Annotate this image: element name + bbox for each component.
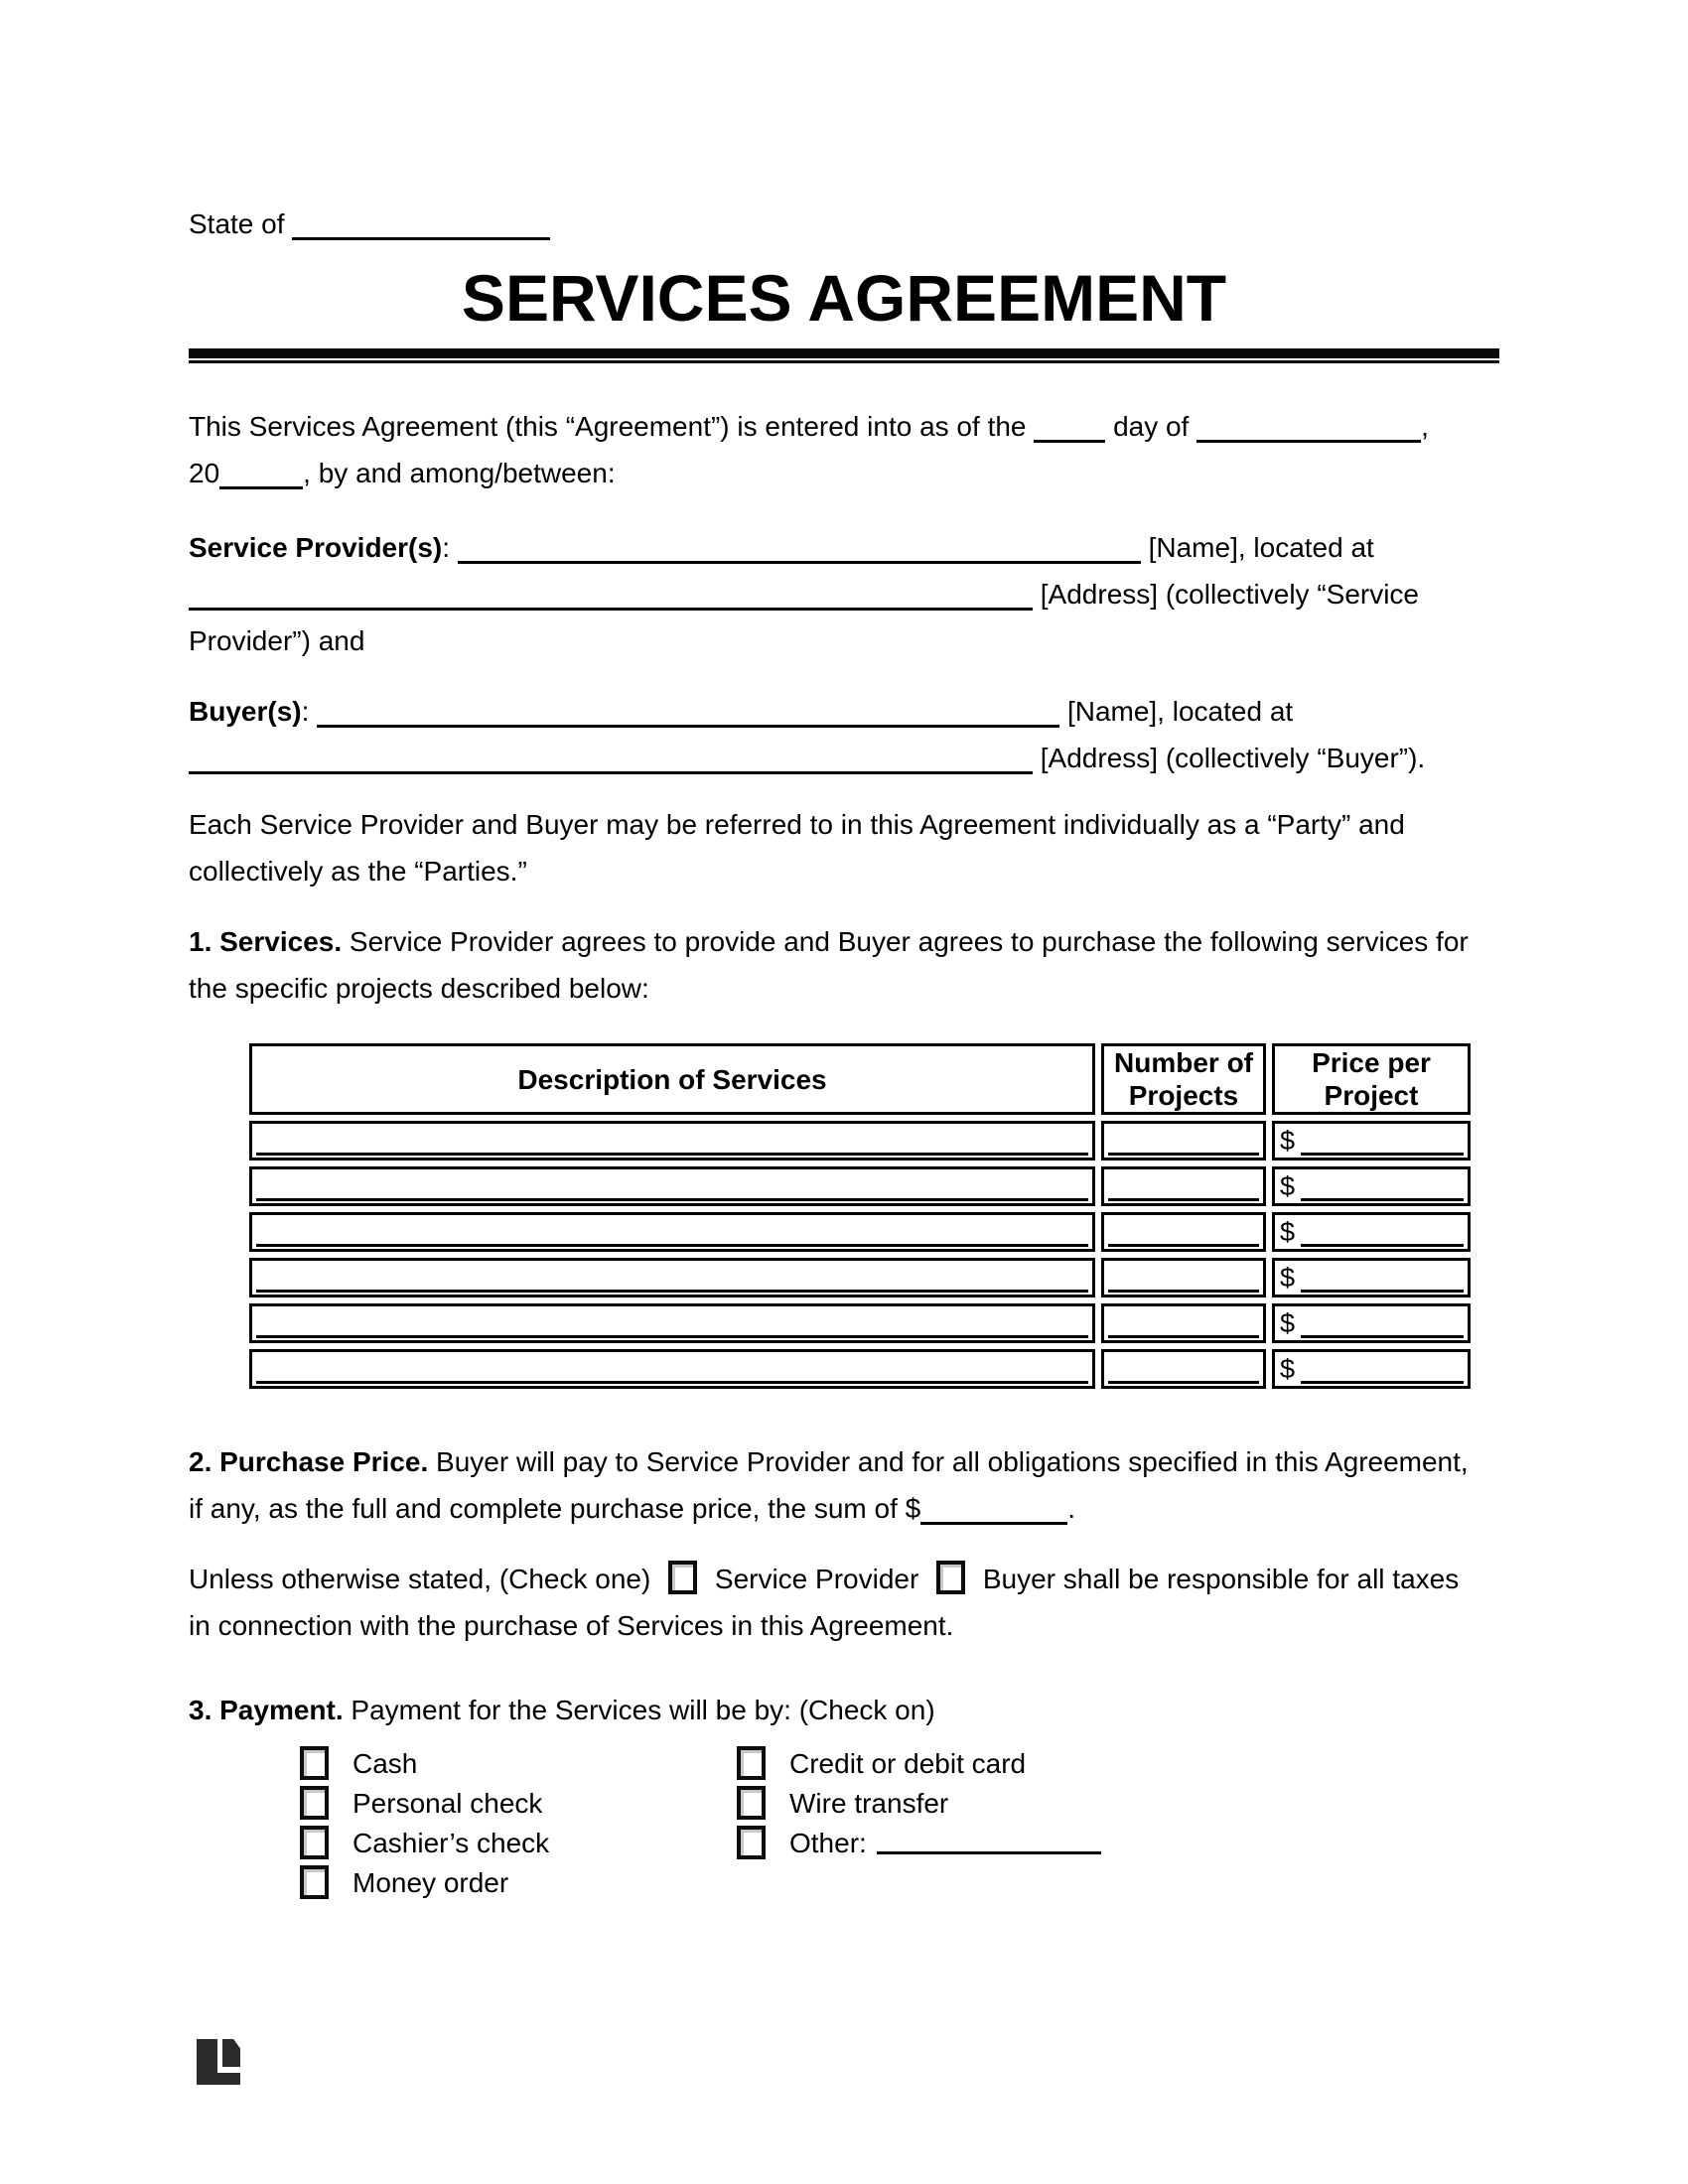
- projects-cell: [1101, 1349, 1266, 1389]
- payment-option-label: Personal check: [352, 1787, 543, 1819]
- price-blank-field[interactable]: [1301, 1244, 1464, 1247]
- description-cell: [249, 1349, 1095, 1389]
- table-header-number-of-projects: Number of Projects: [1101, 1043, 1266, 1115]
- address-placeholder-text: [Address] (collectively “Buyer”).: [1040, 743, 1426, 773]
- projects-blank-field[interactable]: [1108, 1290, 1259, 1293]
- year-blank-field[interactable]: [219, 467, 303, 489]
- dollar-sign: $: [1280, 1263, 1296, 1293]
- payment-option-label: Credit or debit card: [789, 1747, 1027, 1779]
- description-cell: [249, 1303, 1095, 1343]
- description-blank-field[interactable]: [256, 1198, 1088, 1201]
- description-blank-field[interactable]: [256, 1244, 1088, 1247]
- section-2-text: Buyer will pay to Service Provider and for all obligations specified in this Agreement,: [436, 1446, 1469, 1477]
- tax-option-service-provider-label: Service Provider: [714, 1564, 919, 1594]
- description-blank-field[interactable]: [256, 1290, 1088, 1293]
- price-blank-field[interactable]: [1301, 1153, 1464, 1156]
- table-row: [249, 1212, 1471, 1252]
- table-row: [249, 1349, 1471, 1389]
- tax-lead-text: Unless otherwise stated, (Check one): [189, 1564, 651, 1594]
- table-row: [249, 1258, 1471, 1297]
- service-provider-line-2: [189, 571, 1499, 617]
- name-placeholder-text: [Name], located at: [1148, 532, 1374, 563]
- other-blank-field[interactable]: [877, 1832, 1101, 1854]
- intro-text: ,: [1421, 411, 1429, 442]
- intro-text: day of: [1113, 411, 1190, 442]
- service-provider-label: Service Provider(s): [189, 532, 443, 563]
- projects-blank-field[interactable]: [1108, 1244, 1259, 1247]
- projects-blank-field[interactable]: [1108, 1381, 1259, 1384]
- description-blank-field[interactable]: [256, 1153, 1088, 1156]
- payment-option-label: Wire transfer: [789, 1787, 949, 1819]
- price-blank-field[interactable]: [1301, 1335, 1464, 1338]
- section-3-text: Payment for the Services will be by: (Check on): [351, 1695, 935, 1725]
- tax-line-2: in connection with the purchase of Services in this Agreement.: [189, 1610, 954, 1641]
- payment-options-left-column: [300, 1743, 737, 1902]
- section-2-purchase-price: [189, 1438, 1499, 1532]
- projects-cell: [1101, 1303, 1266, 1343]
- payment-option-credit-debit: [737, 1743, 1101, 1783]
- dollar-sign: $: [1280, 1126, 1296, 1156]
- table-row: [249, 1303, 1471, 1343]
- payment-options-list: [189, 1743, 1499, 1902]
- table-header-row: [249, 1043, 1471, 1115]
- dollar-sign: $: [1280, 1354, 1296, 1384]
- checkbox-wire-transfer[interactable]: [737, 1786, 766, 1820]
- tax-responsibility-paragraph: [189, 1556, 1499, 1649]
- price-cell: [1272, 1303, 1471, 1343]
- payment-option-label: Other:: [789, 1827, 867, 1858]
- buyer-line-1: [189, 688, 1499, 735]
- checkbox-cash[interactable]: [300, 1746, 329, 1780]
- checkbox-personal-check[interactable]: [300, 1786, 329, 1820]
- checkbox-credit-debit-card[interactable]: [737, 1746, 766, 1780]
- payment-option-cashiers-check: [300, 1823, 737, 1862]
- projects-blank-field[interactable]: [1108, 1198, 1259, 1201]
- section-1-heading: 1. Services.: [189, 926, 343, 957]
- buyer-name-field[interactable]: [317, 705, 1059, 728]
- intro-text: , by and among/between:: [303, 458, 616, 488]
- name-placeholder-text: [Name], located at: [1066, 696, 1294, 727]
- service-provider-line-1: [189, 524, 1499, 571]
- checkbox-money-order[interactable]: [300, 1865, 329, 1899]
- projects-cell: [1101, 1166, 1266, 1206]
- section-2-line-2: [189, 1485, 1499, 1532]
- parties-note-paragraph: [189, 801, 1499, 894]
- buyer-address-field[interactable]: [189, 751, 1033, 774]
- tax-option-buyer-label: Buyer shall be responsible for all taxes: [982, 1564, 1460, 1594]
- payment-option-wire-transfer: [737, 1783, 1101, 1823]
- intro-text: 20: [189, 458, 220, 488]
- address-placeholder-text: [Address] (collectively “Service: [1040, 579, 1420, 610]
- projects-blank-field[interactable]: [1108, 1153, 1259, 1156]
- service-provider-paragraph: [189, 524, 1499, 664]
- buyer-line-2: [189, 735, 1499, 781]
- parties-note-line-1: Each Service Provider and Buyer may be referred to in this Agreement individually as a “Party” and: [189, 809, 1405, 840]
- intro-text: This Services Agreement (this “Agreement”) is entered into as of the: [189, 411, 1027, 442]
- description-cell: [249, 1166, 1095, 1206]
- payment-option-cash: [300, 1743, 737, 1783]
- month-blank-field[interactable]: [1196, 420, 1421, 443]
- table-row: [249, 1166, 1471, 1206]
- payment-option-label: Money order: [352, 1866, 509, 1898]
- payment-option-label: Cashier’s check: [352, 1827, 550, 1858]
- checkbox-service-provider[interactable]: [668, 1561, 697, 1594]
- intro-paragraph: [189, 403, 1499, 496]
- dollar-sign: $: [1280, 1217, 1296, 1247]
- payment-option-other: [737, 1823, 1101, 1862]
- purchase-price-blank-field[interactable]: [920, 1502, 1067, 1525]
- price-cell: [1272, 1121, 1471, 1160]
- colon: :: [442, 532, 451, 563]
- price-cell: [1272, 1349, 1471, 1389]
- description-blank-field[interactable]: [256, 1335, 1088, 1338]
- price-cell: [1272, 1212, 1471, 1252]
- service-provider-line-3: Provider”) and: [189, 625, 365, 656]
- parties-note-line-2: collectively as the “Parties.”: [189, 856, 527, 887]
- payment-options-right-column: [737, 1743, 1101, 1902]
- services-table: [243, 1037, 1477, 1395]
- payment-option-money-order: [300, 1862, 737, 1902]
- state-blank-field[interactable]: [292, 217, 550, 240]
- projects-cell: [1101, 1121, 1266, 1160]
- colon: :: [301, 696, 310, 727]
- section-1-text: the specific projects described below:: [189, 973, 649, 1004]
- description-cell: [249, 1121, 1095, 1160]
- description-cell: [249, 1258, 1095, 1297]
- projects-blank-field[interactable]: [1108, 1335, 1259, 1338]
- intro-line-1: [189, 403, 1499, 450]
- description-cell: [249, 1212, 1095, 1252]
- title-divider: [189, 348, 1499, 363]
- logo-document-shape: [222, 2039, 240, 2067]
- service-provider-name-field[interactable]: [458, 541, 1141, 564]
- service-provider-address-field[interactable]: [189, 588, 1033, 611]
- payment-option-personal-check: [300, 1783, 737, 1823]
- dollar-sign: $: [1280, 1171, 1296, 1201]
- table-header-price-per-project: Price per Project: [1272, 1043, 1471, 1115]
- legal-templates-logo: [197, 2039, 240, 2085]
- day-blank-field[interactable]: [1034, 420, 1105, 443]
- table-row: [249, 1121, 1471, 1160]
- table-header-description: Description of Services: [249, 1043, 1095, 1115]
- description-blank-field[interactable]: [256, 1381, 1088, 1384]
- section-2-heading: 2. Purchase Price.: [189, 1446, 429, 1477]
- state-of-line: [189, 201, 1499, 247]
- state-of-label: State of: [189, 208, 285, 239]
- dollar-sign: $: [1280, 1308, 1296, 1338]
- section-2-line-1: [189, 1438, 1499, 1485]
- section-3-payment: [189, 1687, 1499, 1733]
- tax-line-1: [189, 1556, 1499, 1602]
- buyer-paragraph: [189, 688, 1499, 781]
- price-cell: [1272, 1258, 1471, 1297]
- intro-line-2: [189, 450, 1499, 496]
- price-blank-field[interactable]: [1301, 1381, 1464, 1384]
- price-blank-field[interactable]: [1301, 1290, 1464, 1293]
- section-2-text: if any, as the full and complete purchase price, the sum of $: [189, 1493, 921, 1524]
- checkbox-other[interactable]: [737, 1826, 766, 1859]
- checkbox-buyer[interactable]: [936, 1561, 965, 1594]
- checkbox-cashiers-check[interactable]: [300, 1826, 329, 1859]
- projects-cell: [1101, 1258, 1266, 1297]
- section-3-heading: 3. Payment.: [189, 1695, 344, 1725]
- section-1-services: [189, 918, 1499, 1012]
- payment-option-label: Cash: [352, 1747, 418, 1779]
- logo-l-shape: [197, 2073, 240, 2085]
- section-2-text: .: [1067, 1493, 1075, 1524]
- buyer-label: Buyer(s): [189, 696, 302, 727]
- section-1-text: Service Provider agrees to provide and Buyer agrees to purchase the following services for: [349, 926, 1469, 957]
- price-blank-field[interactable]: [1301, 1198, 1464, 1201]
- page-title: SERVICES AGREEMENT: [461, 261, 1227, 335]
- price-cell: [1272, 1166, 1471, 1206]
- projects-cell: [1101, 1212, 1266, 1252]
